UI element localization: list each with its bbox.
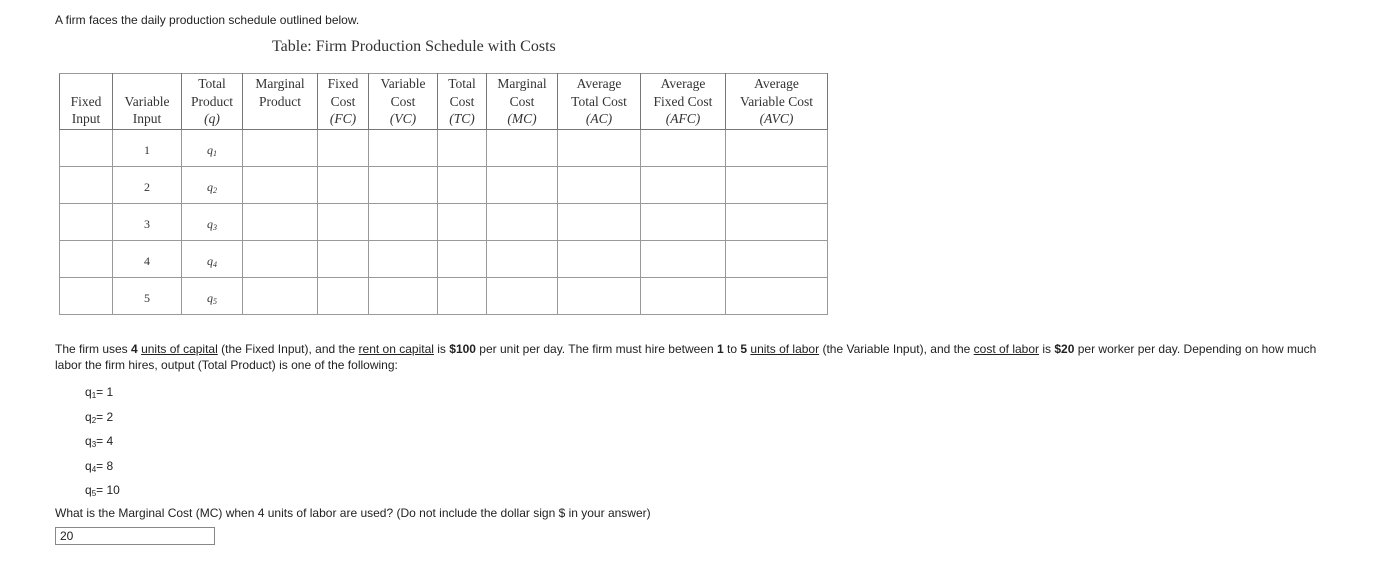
units-of-capital-link[interactable]: units of capital — [141, 342, 218, 356]
cost-of-labor-link[interactable]: cost of labor — [973, 342, 1040, 356]
fixed-input-cell — [60, 277, 113, 314]
total-product-cell: $q_5$ — [182, 277, 243, 314]
total-product-cell: $q_4$ — [182, 240, 243, 277]
list-item: $q_1= 1$ — [85, 385, 114, 400]
header-fixed-input: Fixed Input — [60, 74, 113, 130]
header-average-variable-cost: Average Variable Cost (AVC) — [726, 74, 828, 130]
variable-input-cell: 4 — [113, 240, 182, 277]
intro-text: A firm faces the daily production schedule outlined below. — [55, 13, 360, 27]
table-row — [60, 240, 828, 277]
units-of-labor-link[interactable]: units of labor — [750, 342, 820, 356]
fixed-input-cell — [60, 203, 113, 240]
header-variable-input: Variable Input — [113, 74, 182, 130]
variable-input-cell: 1 — [113, 129, 182, 166]
variable-input-cell: 2 — [113, 166, 182, 203]
header-total-cost: Total Cost (TC) — [438, 74, 487, 130]
header-variable-cost: Variable Cost (VC) — [369, 74, 438, 130]
table-caption: Table: Firm Production Schedule with Costs — [272, 38, 556, 55]
fixed-input-cell — [60, 240, 113, 277]
variable-input-cell: 5 — [113, 277, 182, 314]
rent-on-capital-link[interactable]: rent on capital — [358, 342, 434, 356]
list-item: $q_4= 8$ — [85, 458, 114, 474]
list-item: $q_3= 4$ — [85, 434, 114, 449]
table-row — [60, 277, 828, 314]
table-row — [60, 203, 828, 240]
fixed-input-cell — [60, 166, 113, 203]
header-marginal-cost: Marginal Cost (MC) — [487, 74, 558, 130]
answer-input[interactable] — [55, 527, 215, 545]
output-list — [85, 385, 120, 508]
header-average-total-cost: Average Total Cost (AC) — [558, 74, 641, 130]
total-product-cell: $q_3$ — [182, 203, 243, 240]
table-row — [60, 166, 828, 203]
variable-input-cell: 3 — [113, 203, 182, 240]
question-text: What is the Marginal Cost (MC) when 4 units of labor are used? (Do not include the dollar sign $ in your answer) — [55, 506, 651, 520]
problem-description: The firm uses 4 units of capital (the Fixed Input), and the rent on capital is $100 per unit per day. The firm must hire between 1 to 5 units of labor (the Variable Input), and the cost of labor is $20 per worker per day. Depending on how much labor the firm hires, output (Total Product) is one of the following: — [55, 342, 1317, 372]
header-marginal-product: Marginal Product — [243, 74, 318, 130]
table-row — [60, 129, 828, 166]
list-item: $q_2= 2$ — [85, 409, 114, 425]
total-product-cell: $q_2$ — [182, 166, 243, 203]
production-schedule-table — [59, 73, 828, 315]
fixed-input-cell — [60, 129, 113, 166]
header-total-product: Total Product (q) — [182, 74, 243, 130]
header-average-fixed-cost: Average Fixed Cost (AFC) — [641, 74, 726, 130]
header-fixed-cost: Fixed Cost (FC) — [318, 74, 369, 130]
table-header-row — [60, 74, 828, 130]
total-product-cell: $q_1$ — [182, 129, 243, 166]
list-item: $q_5= 10$ — [85, 483, 120, 498]
